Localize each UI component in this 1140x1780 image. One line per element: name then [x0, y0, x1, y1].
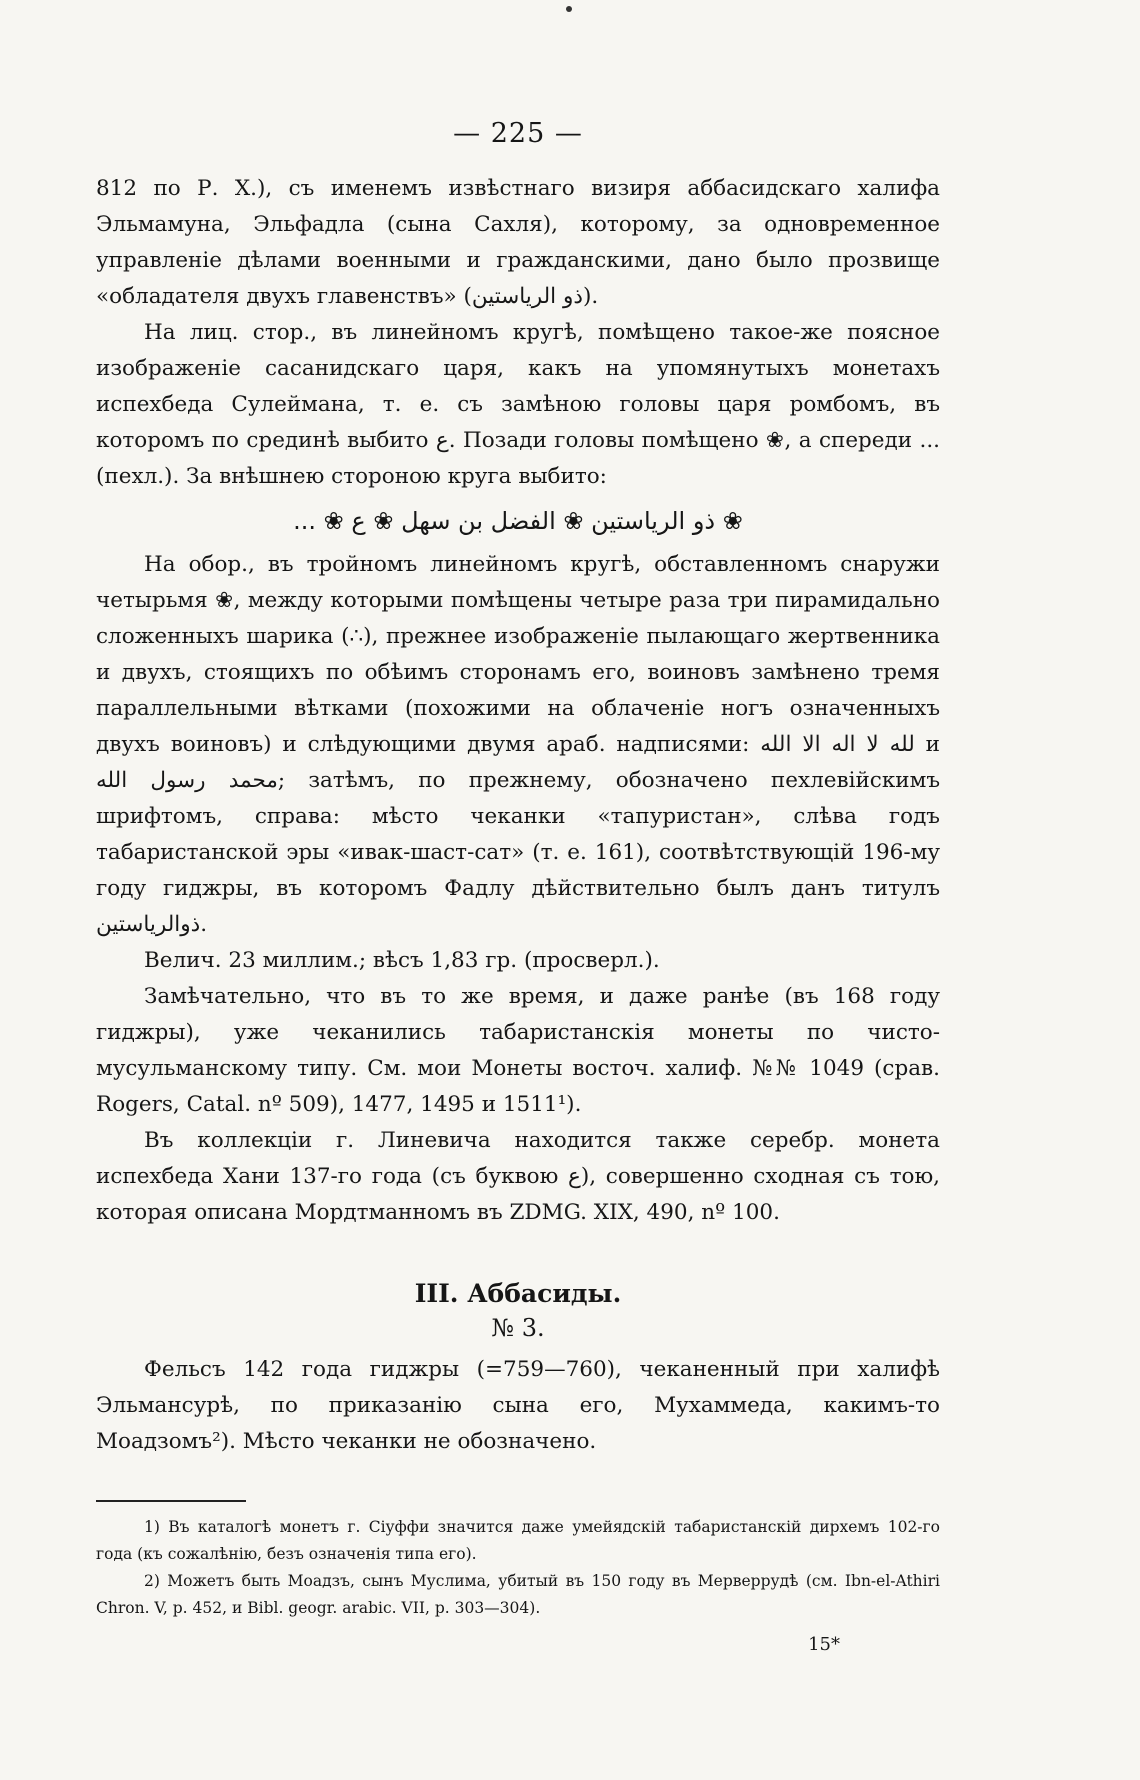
arabic-inscription: ❀ ذو الرياستين ❀ الفضل بن سهل ❀ ع ❀ ... — [293, 507, 743, 535]
page-number: — 225 — — [453, 118, 583, 149]
footnote-1: 1) Въ каталогѣ монетъ г. Сіуффи значится даже умейядскій табаристанскій дирхемъ 102-го года (къ сожалѣнію, безъ означенія типа его). — [96, 1518, 940, 1563]
paragraph-5: Замѣчательно, что въ то же время, и даже ранѣе (въ 168 году гиджры), уже чеканились табаристанскія монеты по чисто-мусульманскому типу. См. мои Монеты восточ. халиф. №№ 1049 (срав. Rogers, Catal. nº 509), 1477, 1495 и 1511¹). — [96, 984, 940, 1117]
footnote-divider — [96, 1500, 246, 1502]
footnote-2: 2) Можетъ быть Моадзъ, сынъ Муслима, убитый въ 150 году въ Мерверрудѣ (см. Ibn-el-Athiri Chron. V, p. 452, и Bibl. geogr. arabic. VII, p. 303—304). — [96, 1572, 940, 1617]
page-body — [96, 118, 940, 1655]
paragraph-4: Велич. 23 миллим.; вѣсъ 1,83 гр. (просверл.). — [144, 948, 660, 973]
paragraph-1: 812 по Р. Х.), съ именемъ извѣстнаго визиря аббасидскаго халифа Эльмамуна, Эльфадла (сына Сахля), которому, за одновременное управленіе дѣлами военными и гражданскими, дано было прозвище «обладателя двухъ главенствъ» (ذو الرياستين). — [96, 176, 940, 309]
paragraph-3: На обор., въ тройномъ линейномъ кругѣ, обставленномъ снаружи четырьмя ❀, между которыми помѣщены четыре раза три пирамидально сложенныхъ шарика (∴), прежнее изображеніе пылающаго жертвенника и двухъ, стоящихъ по обѣимъ сторонамъ его, воиновъ замѣнено тремя параллельными вѣтками (похожими на облаченіе ногъ означенныхъ двухъ воиновъ) и слѣдующими двумя араб. надписями: لله لا اله الا الله и محمد رسول الله; затѣмъ, по прежнему, обозначено пехлевійскимъ шрифтомъ, справа: мѣсто чеканки «тапуристан», слѣва годъ табаристанской эры «ивак-шаст-сат» (т. е. 161), соотвѣтствующій 196-му году гиджры, въ которомъ Фадлу дѣйствительно былъ данъ титулъ ذوالرياستين. — [96, 552, 940, 937]
paragraph-2: На лиц. стор., въ линейномъ кругѣ, помѣщено такое-же поясное изображеніе сасанидскаго царя, какъ на упомянутыхъ монетахъ испехбеда Сулеймана, т. е. съ замѣною головы царя ромбомъ, въ которомъ по срединѣ выбито ع. Позади головы помѣщено ❀, а спереди ...(пехл.). За внѣшнею стороною круга выбито: — [96, 320, 940, 489]
section-title: III. Аббасиды. — [414, 1279, 622, 1308]
printer-mark — [566, 6, 572, 12]
section-number: № 3. — [491, 1314, 545, 1342]
paragraph-7: Фельсъ 142 года гиджры (=759—760), чеканенный при халифѣ Эльмансурѣ, по приказанію сына его, Мухаммеда, какимъ-то Моадзомъ²). Мѣсто чеканки не обозначено. — [96, 1357, 940, 1454]
signature-mark: 15* — [808, 1634, 840, 1655]
paragraph-6: Въ коллекціи г. Линевича находится также серебр. монета испехбеда Хани 137-го года (съ буквою ع), совершенно сходная съ тою, которая описана Мордтманномъ въ ZDMG. XIX, 490, nº 100. — [96, 1128, 940, 1225]
